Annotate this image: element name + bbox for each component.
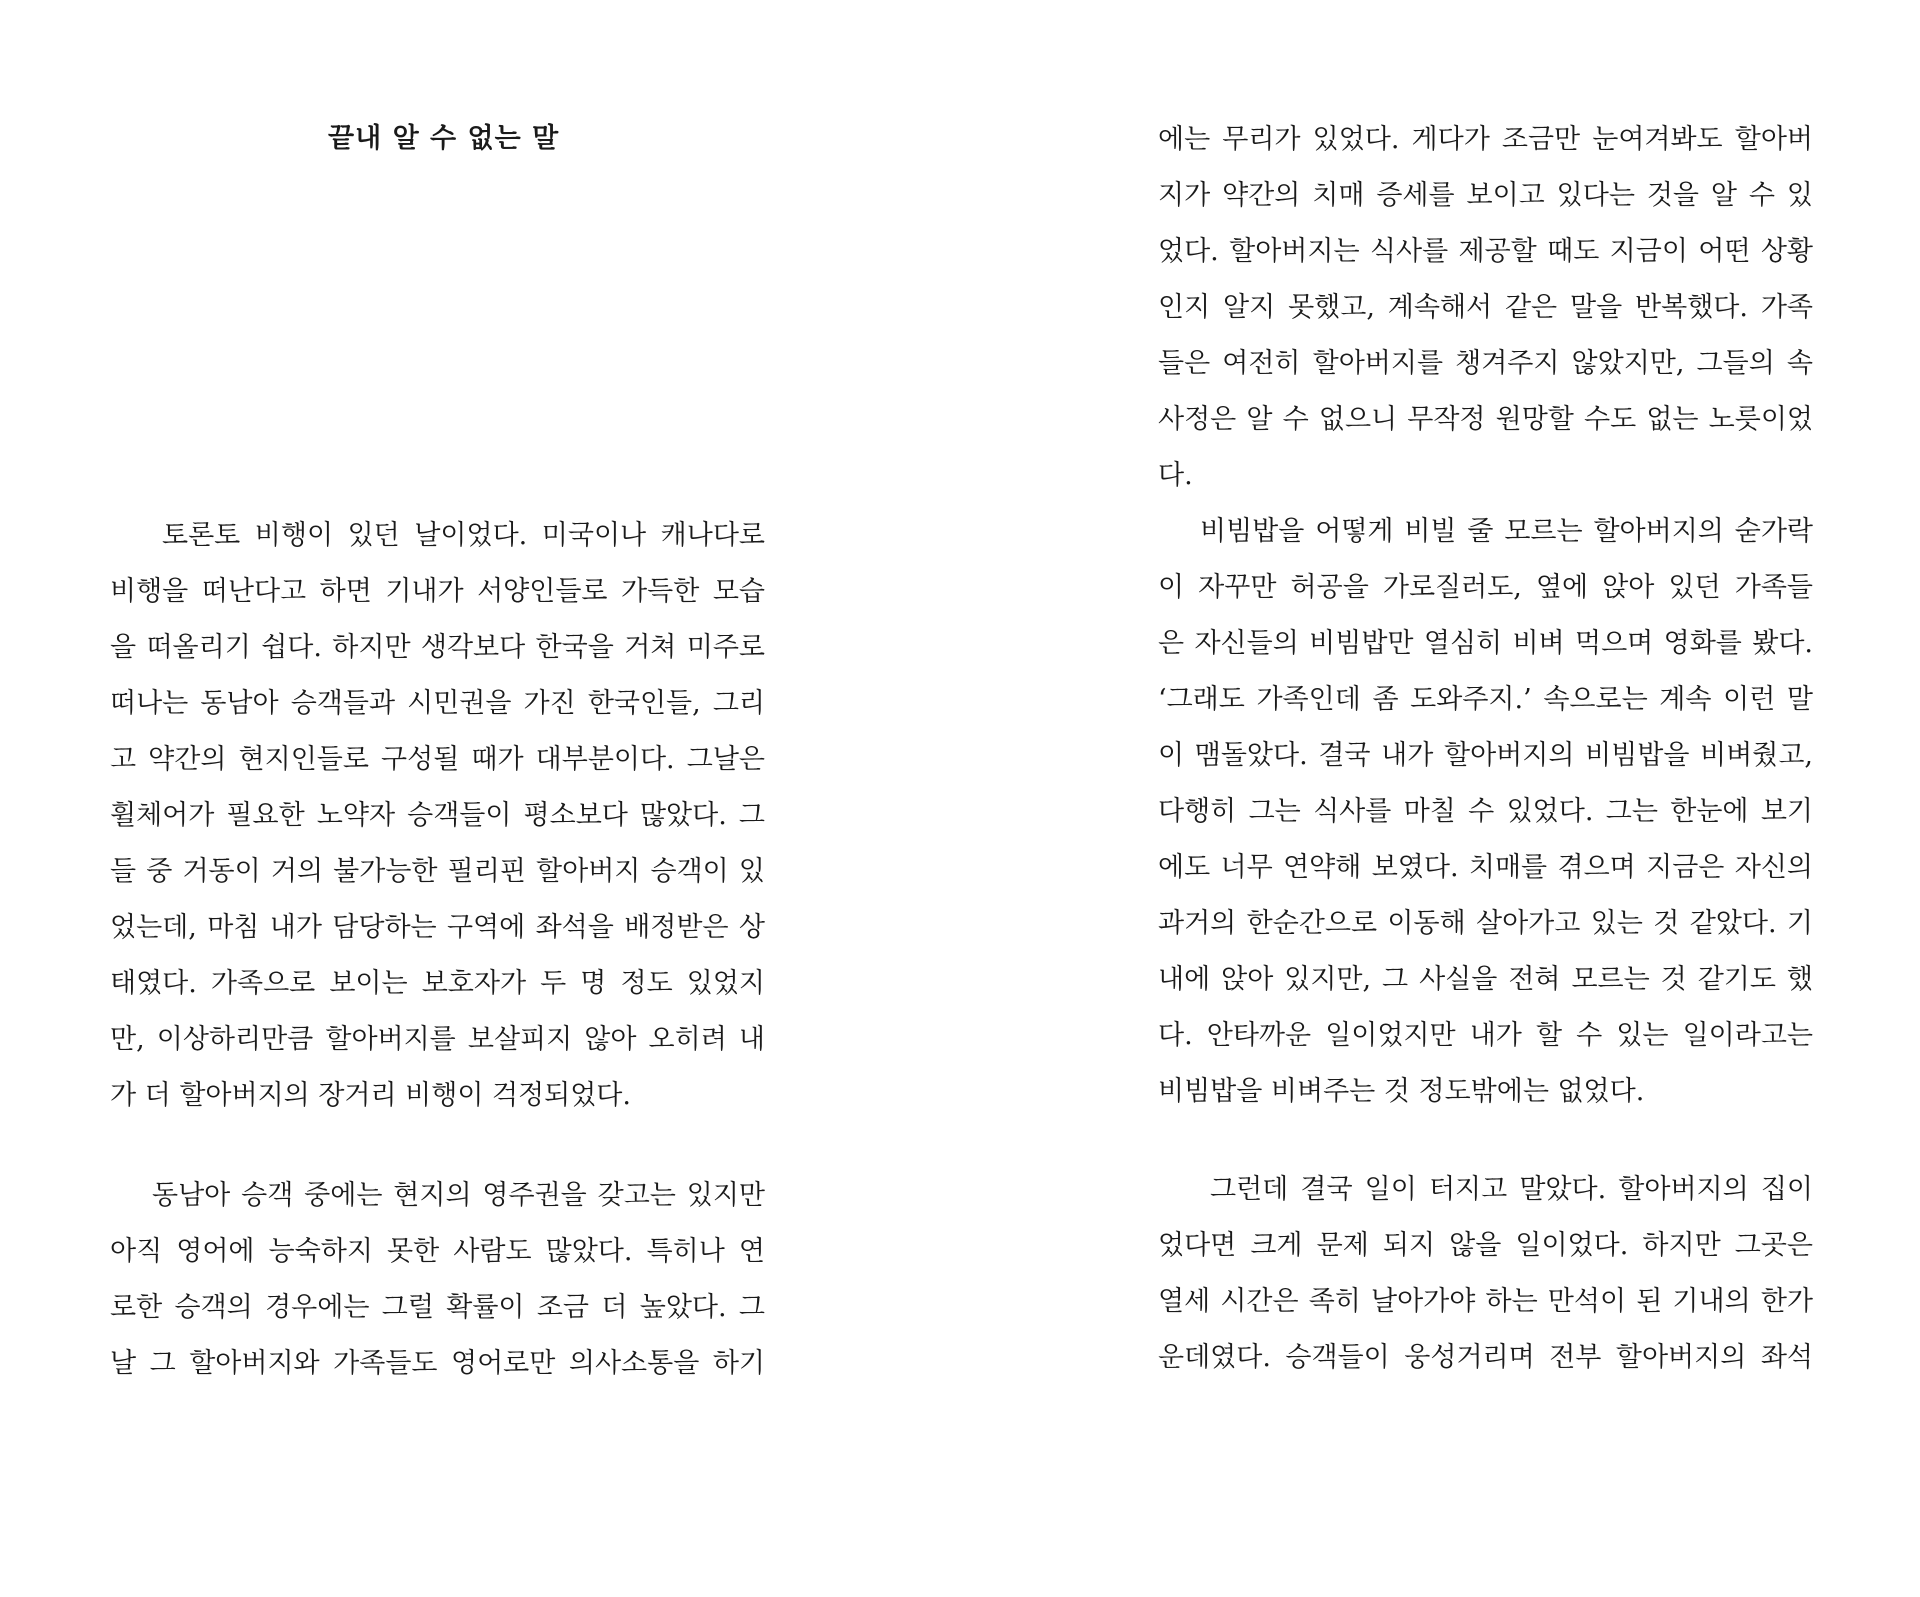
body-line: 이 맴돌았다. 결국 내가 할아버지의 비빔밥을 비벼줬고, bbox=[1158, 740, 1813, 771]
body-line: 비빔밥을 비벼주는 것 정도밖에는 없었다. bbox=[1158, 1076, 1645, 1107]
body-line: 과거의 한순간으로 이동해 살아가고 있는 것 같았다. 기 bbox=[1158, 908, 1813, 939]
body-line: 그런데 결국 일이 터지고 말았다. 할아버지의 집이 bbox=[1210, 1174, 1813, 1205]
body-line: 에는 무리가 있었다. 게다가 조금만 눈여겨봐도 할아버 bbox=[1158, 124, 1813, 155]
body-line: 태였다. 가족으로 보이는 보호자가 두 명 정도 있었지 bbox=[110, 968, 765, 999]
body-line: 다. bbox=[1158, 460, 1193, 491]
body-line: 었다면 크게 문제 되지 않을 일이었다. 하지만 그곳은 bbox=[1158, 1230, 1813, 1261]
body-line: 지가 약간의 치매 증세를 보이고 있다는 것을 알 수 있 bbox=[1158, 180, 1813, 211]
body-line: 었는데, 마침 내가 담당하는 구역에 좌석을 배정받은 상 bbox=[110, 912, 765, 943]
left-page bbox=[110, 0, 765, 1597]
body-line: 열세 시간은 족히 날아가야 하는 만석이 된 기내의 한가 bbox=[1158, 1286, 1813, 1317]
body-line: 운데였다. 승객들이 웅성거리며 전부 할아버지의 좌석 bbox=[1158, 1342, 1813, 1373]
body-line: 을 떠올리기 쉽다. 하지만 생각보다 한국을 거쳐 미주로 bbox=[110, 632, 765, 663]
body-line: 다. 안타까운 일이었지만 내가 할 수 있는 일이라고는 bbox=[1158, 1020, 1813, 1051]
chapter-title: 끝내 알 수 없는 말 bbox=[328, 123, 560, 154]
body-line: 들은 여전히 할아버지를 챙겨주지 않았지만, 그들의 속 bbox=[1158, 348, 1813, 379]
body-line: 인지 알지 못했고, 계속해서 같은 말을 반복했다. 가족 bbox=[1158, 292, 1813, 323]
body-line: 내에 앉아 있지만, 그 사실을 전혀 모르는 것 같기도 했 bbox=[1158, 964, 1813, 995]
body-line: 날 그 할아버지와 가족들도 영어로만 의사소통을 하기 bbox=[110, 1348, 765, 1379]
body-line: 었다. 할아버지는 식사를 제공할 때도 지금이 어떤 상황 bbox=[1158, 236, 1813, 267]
body-line: 휠체어가 필요한 노약자 승객들이 평소보다 많았다. 그 bbox=[110, 800, 765, 831]
body-line: 동남아 승객 중에는 현지의 영주권을 갖고는 있지만 bbox=[152, 1180, 765, 1211]
right-page bbox=[1158, 0, 1813, 1597]
body-line: 만, 이상하리만큼 할아버지를 보살피지 않아 오히려 내 bbox=[110, 1024, 765, 1055]
body-line: 떠나는 동남아 승객들과 시민권을 가진 한국인들, 그리 bbox=[110, 688, 765, 719]
body-line: 다행히 그는 식사를 마칠 수 있었다. 그는 한눈에 보기 bbox=[1158, 796, 1813, 827]
body-line: 로한 승객의 경우에는 그럴 확률이 조금 더 높았다. 그 bbox=[110, 1292, 765, 1323]
body-line: 사정은 알 수 없으니 무작정 원망할 수도 없는 노릇이었 bbox=[1158, 404, 1813, 435]
body-line: 은 자신들의 비빔밥만 열심히 비벼 먹으며 영화를 봤다. bbox=[1158, 628, 1813, 659]
body-line: 가 더 할아버지의 장거리 비행이 걱정되었다. bbox=[110, 1080, 631, 1111]
body-line: 비빔밥을 어떻게 비빌 줄 모르는 할아버지의 숟가락 bbox=[1200, 516, 1813, 547]
body-line: 들 중 거동이 거의 불가능한 필리핀 할아버지 승객이 있 bbox=[110, 856, 765, 887]
body-line: 에도 너무 연약해 보였다. 치매를 겪으며 지금은 자신의 bbox=[1158, 852, 1813, 883]
body-line: 비행을 떠난다고 하면 기내가 서양인들로 가득한 모습 bbox=[110, 576, 765, 607]
body-line: 이 자꾸만 허공을 가로질러도, 옆에 앉아 있던 가족들 bbox=[1158, 572, 1813, 603]
body-line: 토론토 비행이 있던 날이었다. 미국이나 캐나다로 bbox=[162, 520, 765, 551]
body-line: 고 약간의 현지인들로 구성될 때가 대부분이다. 그날은 bbox=[110, 744, 765, 775]
body-line: 아직 영어에 능숙하지 못한 사람도 많았다. 특히나 연 bbox=[110, 1236, 765, 1267]
body-line: ‘그래도 가족인데 좀 도와주지.’ 속으로는 계속 이런 말 bbox=[1158, 684, 1813, 715]
